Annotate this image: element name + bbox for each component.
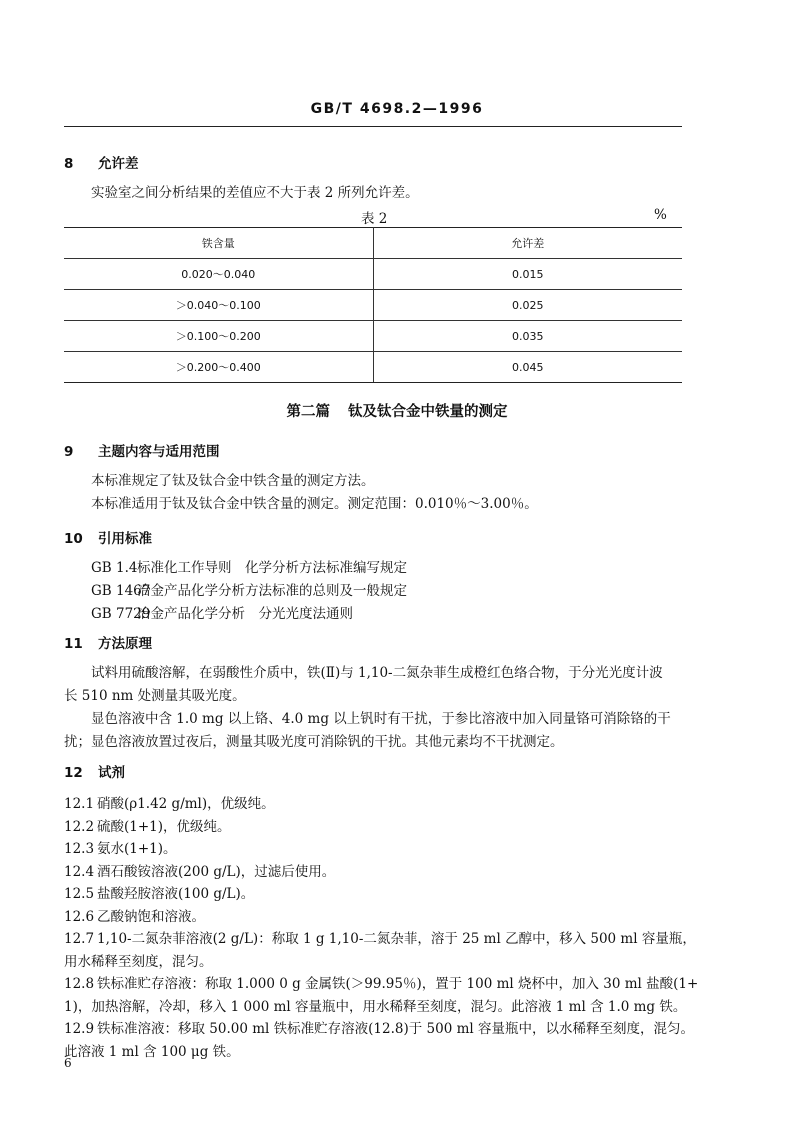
table-cell: 0.025	[373, 290, 682, 321]
section-title: 试剂	[98, 765, 125, 781]
reagent-item	[64, 863, 690, 881]
paragraph: 本标准适用于钛及钛合金中铁含量的测定。测定范围：0.010％～3.00％。	[91, 496, 538, 512]
reagent-number: 12.2	[64, 818, 95, 835]
reference-item	[91, 559, 717, 577]
paragraph-line: 显色溶液中含 1.0 mg 以上铬、4.0 mg 以上钒时有干扰，于参比溶液中加入同量铬可消除铬的干	[91, 711, 671, 727]
table-cell: 0.015	[373, 259, 682, 290]
reagent-text: 酒石酸铵溶液(200 g/L)，过滤后使用。	[97, 863, 336, 880]
reagent-list	[64, 795, 699, 1061]
reagent-text-continued: 此溶液 1 ml 含 100 μg 铁。	[64, 1043, 240, 1060]
reagent-number: 12.4	[64, 863, 95, 880]
table-row	[64, 352, 682, 383]
reagent-item	[64, 1020, 694, 1038]
table-caption: 表 2	[361, 211, 388, 227]
section-9-body	[64, 472, 690, 513]
reference-title: 冶金产品化学分析 分光光度法通则	[137, 606, 353, 622]
standard-code-header: GB/T 4698.2—1996	[310, 101, 484, 117]
reagent-text: 硝酸(ρ1.42 g/ml)，优级纯。	[97, 796, 275, 812]
section-8-heading	[64, 155, 690, 173]
table-header-tolerance: 允许差	[373, 228, 682, 259]
table-header-iron-content: 铁含量	[64, 228, 373, 259]
reference-title: 标准化工作导则 化学分析方法标准编写规定	[137, 560, 407, 576]
section-8-paragraph: 实验室之间分析结果的差值应不大于表 2 所列允许差。	[91, 185, 419, 201]
reagent-text: 氨水(1+1)。	[97, 841, 177, 857]
table-row	[64, 259, 682, 290]
reagent-text: 铁标准贮存溶液：称取 1.000 0 g 金属铁(＞99.95％)，置于 100 ml 烧杯中，加入 30 ml 盐酸(1+	[97, 976, 699, 992]
reagent-text-continued: 用水稀释至刻度，混匀。	[64, 953, 213, 970]
paragraph-line: 长 510 nm 处测量其吸光度。	[64, 688, 246, 704]
table-row	[64, 290, 682, 321]
section-title: 引用标准	[98, 531, 152, 547]
section-9-heading	[64, 443, 690, 461]
section-number: 9	[64, 444, 74, 460]
part-title-label: 第二篇	[286, 404, 330, 420]
section-title: 方法原理	[98, 636, 152, 652]
section-12-heading	[64, 764, 690, 782]
reagent-item	[64, 840, 690, 858]
reagent-text: 铁标准溶液：移取 50.00 ml 铁标准贮存溶液(12.8)于 500 ml 容量瓶中，以水稀释至刻度，混匀。	[97, 1021, 694, 1037]
header-rule	[64, 126, 682, 127]
reference-item	[91, 582, 717, 600]
reagent-item	[64, 885, 690, 903]
reference-item	[91, 605, 717, 623]
table-cell: ＞0.200～0.400	[64, 352, 373, 383]
section-number: 10	[64, 531, 83, 547]
reagent-text: 1,10-二氮杂菲溶液(2 g/L)：称取 1 g 1,10-二氮杂菲，溶于 25 ml 乙醇中，移入 500 ml 容量瓶，	[97, 931, 696, 947]
paragraph-line: 试料用硫酸溶解，在弱酸性介质中，铁(Ⅱ)与 1,10-二氮杂菲生成橙红色络合物，于分光光度计波	[91, 665, 663, 681]
section-number: 11	[64, 636, 83, 652]
section-11-body	[64, 664, 690, 751]
reagent-number: 12.1	[64, 796, 95, 812]
table-header-row	[64, 228, 682, 259]
table-cell: 0.020～0.040	[64, 259, 373, 290]
reagent-number: 12.6	[64, 908, 95, 925]
reference-code: GB 1467	[91, 583, 151, 599]
reagent-number: 12.8	[64, 976, 95, 992]
paragraph-line: 扰；显色溶液放置过夜后，测量其吸光度可消除钒的干扰。其他元素均不干扰测定。	[64, 734, 564, 750]
paragraph: 本标准规定了钛及钛合金中铁含量的测定方法。	[91, 473, 375, 489]
reagent-item	[64, 908, 690, 926]
reagent-item	[64, 975, 699, 993]
section-title: 主题内容与适用范围	[98, 444, 220, 460]
reagent-text: 盐酸羟胺溶液(100 g/L)。	[97, 886, 255, 902]
section-10-heading	[64, 530, 690, 548]
section-number: 8	[64, 156, 74, 172]
table-cell: ＞0.100～0.200	[64, 321, 373, 352]
reference-code: GB 1.4	[91, 560, 138, 576]
section-number: 12	[64, 765, 83, 781]
page-number: 6	[64, 1056, 72, 1070]
reagent-number: 12.7	[64, 931, 95, 947]
section-title: 允许差	[98, 156, 139, 172]
section-11-heading	[64, 635, 690, 653]
part-title	[0, 400, 794, 421]
reagent-text: 乙酸钠饱和溶液。	[97, 908, 205, 925]
table-cell: ＞0.040～0.100	[64, 290, 373, 321]
reagent-item	[64, 818, 690, 836]
reagent-number: 12.3	[64, 841, 95, 857]
reference-list	[91, 559, 717, 623]
reference-title: 冶金产品化学分析方法标准的总则及一般规定	[137, 583, 407, 599]
reagent-item	[64, 795, 690, 813]
reagent-item	[64, 930, 696, 948]
reagent-number: 12.9	[64, 1021, 95, 1037]
part-title-text: 钛及钛合金中铁量的测定	[348, 404, 508, 420]
table-cell: 0.045	[373, 352, 682, 383]
table-cell: 0.035	[373, 321, 682, 352]
reagent-text-continued: 1)，加热溶解，冷却，移入 1 000 ml 容量瓶中，用水稀释至刻度，混匀。此溶液 1 ml 含 1.0 mg 铁。	[64, 998, 687, 1015]
tolerance-table	[64, 227, 682, 383]
table-unit: %	[654, 207, 667, 223]
table-row	[64, 321, 682, 352]
reference-code: GB 7729	[91, 606, 151, 622]
reagent-number: 12.5	[64, 886, 95, 902]
reagent-text: 硫酸(1+1)，优级纯。	[97, 818, 231, 835]
